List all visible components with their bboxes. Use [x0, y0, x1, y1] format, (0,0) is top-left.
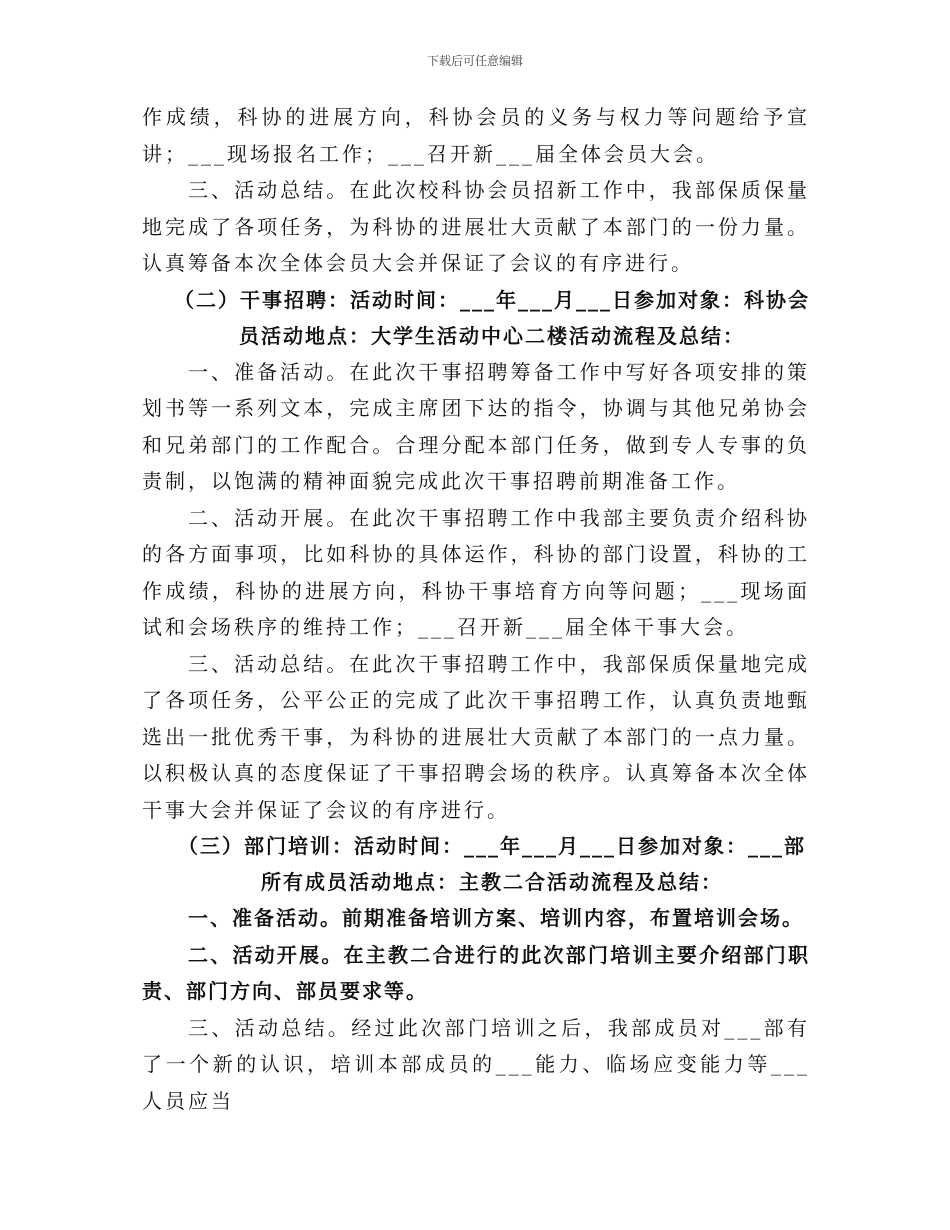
paragraph-8: 三、活动总结。经过此次部门培训之后，我部成员对___部有了一个新的认识，培训本部成员的___能力、临场应变能力等___人员应当	[142, 1015, 810, 1113]
paragraph-3: 一、准备活动。在此次干事招聘筹备工作中写好各项安排的策划书等一系列文本，完成主席团下达的指令，协调与其他兄弟协会和兄弟部门的工作配合。合理分配本部门任务，做到专人专事的负责制，以饱满的精神面貌完成此次干事招聘前期准备工作。	[142, 359, 810, 493]
paragraph-2: 三、活动总结。在此次校科协会员招新工作中，我部保质保量地完成了各项任务，为科协的进展壮大贡献了本部门的一份力量。认真筹备本次全体会员大会并保证了会议的有序进行。	[142, 178, 810, 275]
section-2-heading-line-2: 员活动地点：大学生活动中心二楼活动流程及总结：	[239, 323, 745, 348]
page-header-note: 下载后可任意编辑	[426, 54, 523, 68]
section-2-heading-line-1: （二）干事招聘：活动时间：___年___月___日参加对象：科协会	[174, 287, 810, 312]
paragraph-7: 二、活动开展。在主教二合进行的此次部门培训主要介绍部门职责、部门方向、部员要求等。	[142, 942, 810, 1003]
document-body	[142, 99, 810, 1119]
paragraph-5: 三、活动总结。在此次干事招聘工作中，我部保质保量地完成了各项任务，公平公正的完成了此次干事招聘工作，认真负责地甄选出一批优秀干事，为科协的进展壮大贡献了本部门的一点力量。以积极认真的态度保证了干事招聘会场的秩序。认真筹备本次全体干事大会并保证了会议的有序进行。	[142, 651, 810, 822]
section-3-heading-line-1: （三）部门培训：活动时间：___年___月___日参加对象：___部	[178, 834, 806, 858]
section-3-heading-line-2: 所有成员活动地点：主教二合活动流程及总结：	[261, 870, 723, 894]
paragraph-6: 一、准备活动。前期准备培训方案、培训内容，布置培训会场。	[188, 906, 804, 930]
paragraph-4: 二、活动开展。在此次干事招聘工作中我部主要负责介绍科协的各方面事项，比如科协的具体运作，科协的部门设置，科协的工作成绩，科协的进展方向，科协干事培育方向等问题；___现场面试和会场秩序的维持工作；___召开新___届全体干事大会。	[142, 505, 810, 639]
paragraph-1: 作成绩，科协的进展方向，科协会员的义务与权力等问题给予宣讲；___现场报名工作；___召开新___届全体会员大会。	[142, 105, 810, 166]
